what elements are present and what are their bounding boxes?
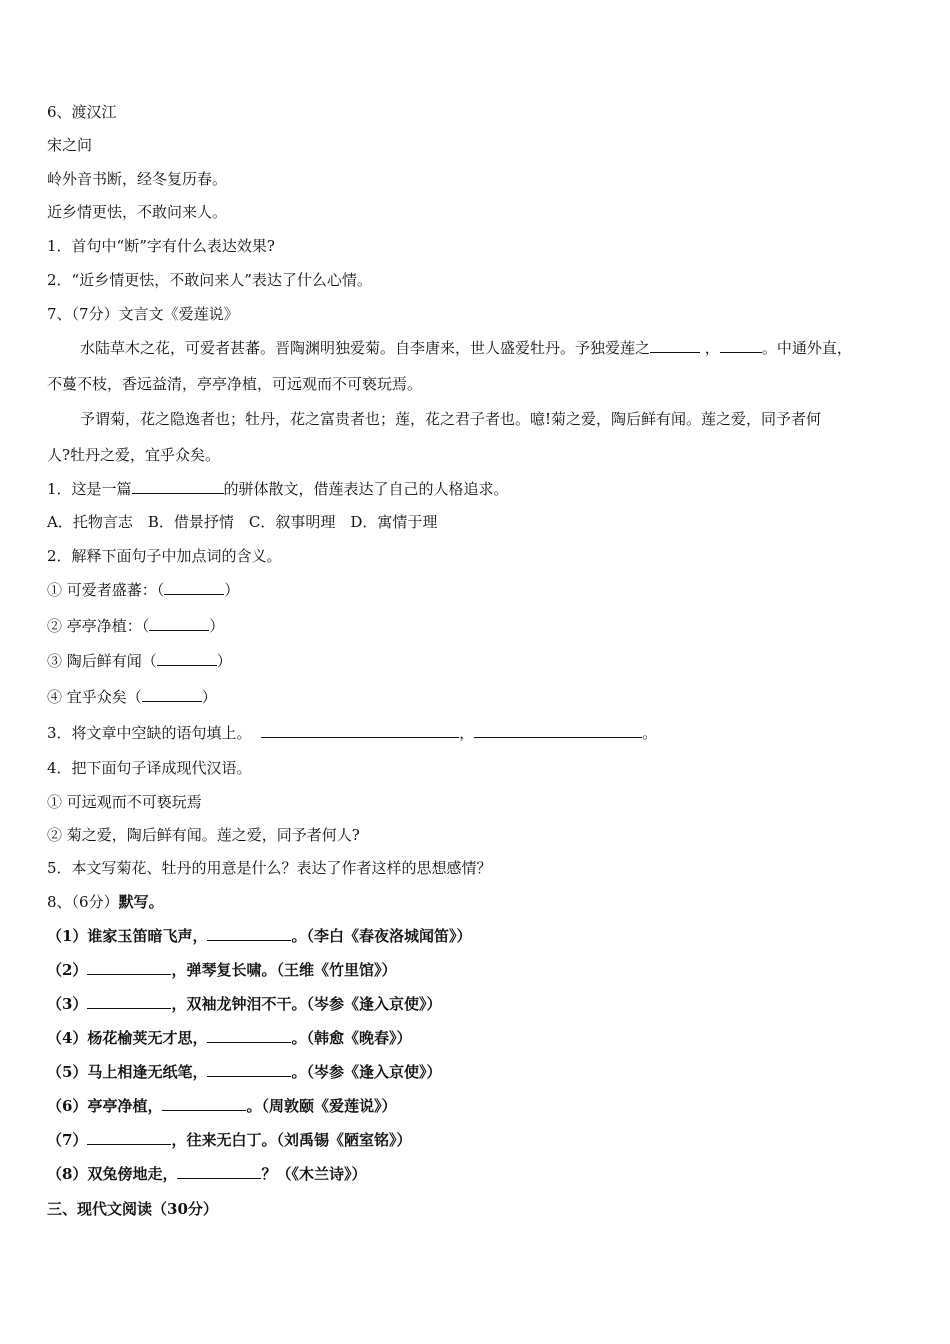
q7-para1-line2: 不蔓不枝，香远益清，亭亭净植，可远观而不可亵玩焉。 (47, 375, 423, 393)
q7-para1-line1 (80, 338, 852, 358)
section3-heading: 三、现代文阅读（30分） (47, 1200, 218, 1218)
q8-item-text-b: 。（岑参《逢入京使》） (291, 1063, 442, 1081)
q8-item-1 (47, 926, 471, 946)
fill-blank[interactable] (162, 1096, 246, 1111)
q8-item-6 (47, 1096, 396, 1116)
q6-author: 宋之问 (47, 136, 93, 154)
fill-blank[interactable] (87, 960, 171, 975)
fill-blank[interactable] (207, 926, 291, 941)
q8-item-text-a: （5）马上相逢无纸笔， (47, 1063, 208, 1081)
fill-blank[interactable] (132, 479, 224, 494)
q7-para1-sep: ， (704, 339, 720, 357)
q8-item-text-b: ？（《木兰诗》） (261, 1165, 367, 1183)
explain2-text: ② 亭亭净植：（ (47, 617, 150, 635)
q7-explain4 (47, 687, 217, 707)
close-paren: ） (224, 581, 240, 599)
q7-sub1-text-a: 1．这是一篇 (47, 480, 132, 498)
comma: ， (459, 724, 475, 742)
fill-blank[interactable] (207, 1062, 291, 1077)
fill-blank[interactable] (157, 651, 217, 666)
q8-item-text-b: 。（韩愈《晚春》） (291, 1029, 412, 1047)
q8-item-text-b: ，往来无白丁。（刘禹锡《陋室铭》） (171, 1131, 412, 1149)
q7-sub3 (47, 723, 657, 743)
q7-para1-text-b: 。中通外直， (761, 339, 852, 357)
fill-blank[interactable] (142, 687, 202, 702)
q7-explain1 (47, 580, 239, 600)
q6-poem-line1: 岭外音书断，经冬复历春。 (47, 170, 228, 188)
fill-blank[interactable] (720, 338, 762, 353)
q8-item-text-b: 。（李白《春夜洛城闻笛》） (291, 927, 472, 945)
fill-blank[interactable] (164, 580, 224, 595)
q8-title-a: 8、（6分） (47, 893, 119, 911)
q7-sub5: 5．本文写菊花、牡丹的用意是什么？表达了作者这样的思想感情？ (47, 859, 492, 877)
q8-item-2 (47, 960, 396, 980)
q7-trans2: ② 菊之爱，陶后鲜有闻。莲之爱，同予者何人? (47, 826, 360, 844)
q7-sub2: 2．解释下面句子中加点词的含义。 (47, 547, 282, 565)
q7-sub3-text: 3．将文章中空缺的语句填上。 (47, 724, 252, 742)
fill-blank[interactable] (474, 723, 642, 738)
close-paren: ） (201, 688, 217, 706)
q7-sub4: 4．把下面句子译成现代汉语。 (47, 759, 252, 777)
q6-poem-line2: 近乡情更怯，不敢问来人。 (47, 203, 228, 221)
q6-sub1: 1．首句中“断”字有什么表达效果? (47, 237, 275, 255)
q8-title-b: 默写。 (118, 893, 164, 911)
q8-item-5 (47, 1062, 441, 1082)
q8-item-8 (47, 1164, 366, 1184)
period: 。 (642, 724, 658, 742)
q7-explain3 (47, 651, 232, 671)
q7-title: 7、（7分）文言文《爱莲说》 (47, 305, 239, 323)
q8-item-4 (47, 1028, 411, 1048)
q8-item-text-a: （8）双兔傍地走， (47, 1165, 178, 1183)
q8-item-text-a: （4）杨花榆荚无才思， (47, 1029, 208, 1047)
explain3-text: ③ 陶后鲜有闻（ (47, 652, 157, 670)
fill-blank[interactable] (261, 723, 459, 738)
explain1-text: ① 可爱者盛蕃：（ (47, 581, 165, 599)
q8-item-text-b: ，双袖龙钟泪不干。（岑参《逢入京使》） (171, 995, 442, 1013)
q7-explain2 (47, 616, 224, 636)
q8-title (47, 892, 164, 912)
q7-para2-line2: 人?牡丹之爱，宜乎众矣。 (47, 446, 221, 464)
q7-sub1 (47, 479, 509, 499)
q7-para2-line1: 予谓菊，花之隐逸者也；牡丹，花之富贵者也；莲，花之君子者也。噫!菊之爱，陶后鲜有闻。莲之爱，同予者何 (80, 410, 822, 428)
explain4-text: ④ 宜乎众矣（ (47, 688, 142, 706)
q7-options: A．托物言志 B．借景抒情 C．叙事明理 D．寓情于理 (47, 513, 438, 531)
q8-item-text-a: （1）谁家玉笛暗飞声， (47, 927, 208, 945)
q8-item-text-a: （7） (47, 1131, 88, 1149)
fill-blank[interactable] (207, 1028, 291, 1043)
q8-item-text-a: （2） (47, 961, 88, 979)
fill-blank[interactable] (149, 616, 209, 631)
q6-sub2: 2．“近乡情更怯，不敢问来人”表达了什么心情。 (47, 271, 372, 289)
q7-para1-text-a: 水陆草木之花，可爱者甚蕃。晋陶渊明独爱菊。自李唐来，世人盛爱牡丹。予独爱莲之 (80, 339, 651, 357)
q6-title: 6、渡汉江 (47, 103, 117, 121)
q8-item-7 (47, 1130, 411, 1150)
fill-blank[interactable] (650, 338, 700, 353)
q8-item-text-a: （3） (47, 995, 88, 1013)
fill-blank[interactable] (87, 1130, 171, 1145)
q8-item-text-a: （6）亭亭净植， (47, 1097, 163, 1115)
q8-item-text-b: 。（周敦颐《爱莲说》） (246, 1097, 397, 1115)
fill-blank[interactable] (177, 1164, 261, 1179)
q7-sub1-text-b: 的骈体散文，借莲表达了自己的人格追求。 (223, 480, 509, 498)
fill-blank[interactable] (87, 994, 171, 1009)
q7-trans1: ① 可远观而不可亵玩焉 (47, 793, 202, 811)
q8-item-3 (47, 994, 441, 1014)
close-paren: ） (216, 652, 232, 670)
close-paren: ） (209, 617, 225, 635)
q8-item-text-b: ，弹琴复长啸。（王维《竹里馆》） (171, 961, 397, 979)
